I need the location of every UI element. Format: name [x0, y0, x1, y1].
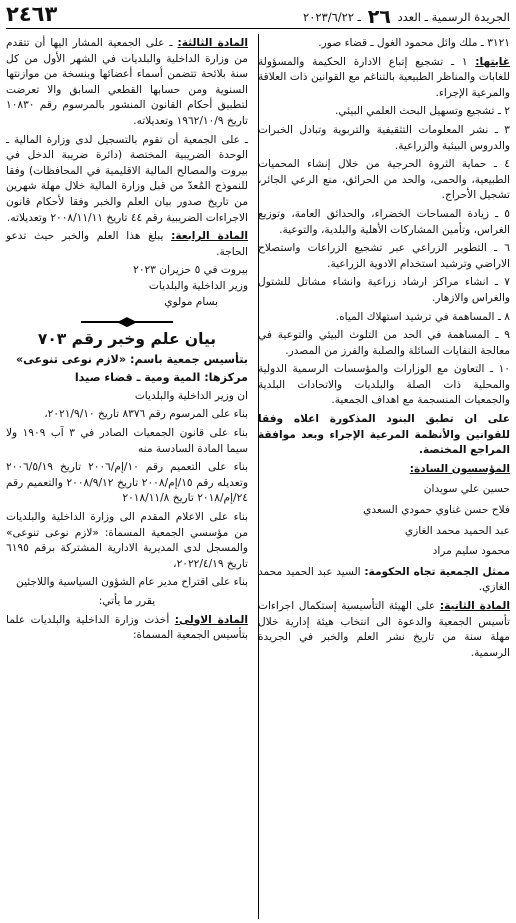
signature-date: بيروت في ٥ حزيران ٢٠٢٣ [133, 264, 248, 277]
aim-item: ٧ ـ انشاء مراكز ارشاد زراعية وانشاء مشاتل للشتول والغراس والازهار. [258, 276, 510, 304]
journal-title: الجريدة الرسمية ـ العدد ٢٦ ـ ٢٠٢٣/٦/٢٢ [303, 6, 510, 28]
issue-date: ـ ٢٠٢٣/٦/٢٢ [303, 10, 362, 24]
page-number: ٢٤٦٣ [6, 2, 58, 26]
paragraph: ٣١٢١ ـ ملك وائل محمود الغول ـ قضاء صور. [318, 37, 510, 49]
paragraph: بناء على المرسوم رقم ٨٣٧٦ تاريخ ٢٠٢١/٩/١٠، [44, 408, 248, 421]
founder-name: عبد الحميد محمد الغازي [404, 524, 510, 537]
aim-item: ١٠ ـ التعاون مع الوزارات والمؤسسات الرسمية الدولية والمحلية ذات الصلة والبلديات والاتحادات البلدية والجمعيات المنسجمة مع اهداف الجمعية. [258, 363, 510, 407]
aim-item: ٥ ـ زيادة المساحات الخضراء، والحدائق العامة، وتوزيع الغراس، وتأمين المشاركات الأهلية والبلدية، والتوعية. [258, 207, 510, 236]
paragraph: بناء على قانون الجمعيات الصادر في ٣ آب ١٩٠٩ ولا سيما المادة السادسة منه [6, 427, 249, 455]
article-1-label: المادة الاولى: [174, 613, 248, 626]
founder-name: فلاح حسن غناوي حمودي السعدي [363, 504, 510, 517]
paragraph: ان وزير الداخلية والبلديات [134, 389, 248, 402]
article-4: المادة الرابعة: يبلغ هذا العلم والخبر حيث تدعو الحاجة. [6, 230, 248, 258]
aims-label: غايتها: [475, 55, 510, 68]
aims-paragraph: غايتها: ١ ـ تشجيع إتباع الادارة الحكيمة والمسؤولة للغابات والمناظر الطبيعية بالتناغم مع القوانين ذات العلاقة والمرعية الإجراء. [258, 55, 510, 99]
signature-title: وزير الداخلية والبلديات [148, 279, 248, 292]
representative: ممثل الجمعية تجاه الحكومة: السيد عبد الحميد محمد الغازي. [258, 565, 510, 594]
paragraph: بناء على الاعلام المقدم الى وزارة الداخلية والبلديات من مؤسسي الجمعية المسماة: «لازم نوعى تنوعى» والمسجل لدى المديرية الادارية المشتركة برقم ٦١٩٥ تاريخ ٢٠٢٢/٤/١٩، [6, 511, 248, 570]
aim-item: ٩ ـ المساهمة في الحد من التلوث البيئي والتوعية في معالجة النفايات السائلة والصلبة والفرز من المصدر. [258, 329, 510, 357]
issue-number: ٢٦ [367, 6, 391, 28]
aim-item: ٤ ـ حماية الثروة الحرجية من خلال إنشاء المحميات الطبيعية، والحمى، والحد من الحرائق، منع الرعي الجائر، تشجيل الأحراج. [258, 158, 510, 202]
founders-list [258, 462, 510, 560]
founder-name: محمود سليم مراد [432, 545, 510, 558]
decision-heading: يقرر ما يأتي: [98, 595, 156, 607]
section-separator [81, 316, 173, 328]
notice-title: بيان علم وخبر رقم ٧٠٣ [37, 330, 217, 349]
article-3-tax: ـ على الجمعية أن تقوم بالتسجيل لدى وزارة المالية ـ الوحدة الضريبية المختصة (دائرة ضريبة الدخل في بيروت والمصالح المالية الاقليمية في المحافظات) وفقا للنموذج المُعدّ من قبل وزارة المالية خلال مهلة شهرين من تاريخ صدور بيان العلم والخبر وفقا لأحكام قانون الاجراءات الضريبية رقم ٤٤ تاريخ ٢٠٠٨/١١/١١ وتعديلاته. [6, 133, 248, 224]
conditions-paragraph: على ان تطبق البنود المذكورة اعلاه وفقا للقوانين والأنظمة المرعية الإجراء وبعد موافقة المراجع المختصة. [258, 413, 510, 457]
article-1: المادة الاولى: أخذت وزارة الداخلية والبلديات علما بتأسيس الجمعية المسماة: [6, 613, 248, 642]
paragraph: بناء على اقتراح مدير عام الشؤون السياسية واللاجئين [16, 576, 248, 589]
article-3: المادة الثالثة: ـ على الجمعية المشار اليها أن تتقدم من وزارة الداخلية والبلديات في الشهر الأول من كل سنة بلائحة تتضمن أسماء أعضائها وبنسخة من موازنتها السنوية ومن حسابها القطعي السابق والا تعرضت لتطبيق أحكام القانون المنشور بالمرسوم رقم ١٠٨٣٠ تاريخ ١٩٦٢/١٠/٩ وتعديلاته. [6, 37, 248, 127]
notice-subtitle: بتأسيس جمعية باسم: «لازم نوعى تنوعى» [15, 352, 248, 366]
right-column [258, 36, 510, 664]
notice-location: مركزها: المية ومية ـ قضاء صيدا [74, 371, 248, 385]
aim-item: ٦ ـ التطوير الزراعي عبر تشجيع الزراعات واستصلاح الاراضي وترشيد استخدام الادوية الزراعية. [258, 242, 510, 270]
aim-item: ٢ ـ تشجيع وتسهيل البحث العلمي البيئي. [334, 105, 510, 118]
representative-label: ممثل الجمعية تجاه الحكومة: [364, 565, 510, 578]
left-column [6, 36, 248, 647]
founder-name: حسين علي سويدان [423, 483, 510, 496]
article-2-label: المادة الثانية: [439, 600, 510, 612]
signature-name: بسام مولوي [164, 295, 218, 308]
article-2: المادة الثانية: على الهيئة التأسيسية إستكمال اجراءات تأسيس الجمعية والدعوة الى انتخاب هيئة إدارية خلال مهلة سنة من تاريخ نشر العلم والخبر في الجريدة الرسمية. [258, 600, 510, 659]
article-4-label: المادة الرابعة: [171, 230, 248, 243]
page-header [6, 4, 510, 29]
aim-item: ٨ ـ المساهمة في ترشيد استهلاك المياه. [335, 310, 510, 323]
article-3-label: المادة الثالثة: [177, 37, 248, 49]
aim-item: ٣ ـ نشر المعلومات التثقيفية والتربوية وتبادل الخبرات والدروس البيئية والزراعية. [258, 123, 510, 152]
founders-label: المؤسسون السادة: [409, 462, 510, 475]
paragraph: بناء على التعميم رقم ١٠/إم/٢٠٠٦ تاريخ ٢٠٠٦/٥/١٩ وتعديله رقم ١٥/إم/٢٠٠٨ تاريخ ٢٠٠٨/٩/١٢ والتعميم رقم ٢٤/إم/٢٠١٨ تاريخ ٢٠١٨/١١/٨ [6, 461, 248, 505]
